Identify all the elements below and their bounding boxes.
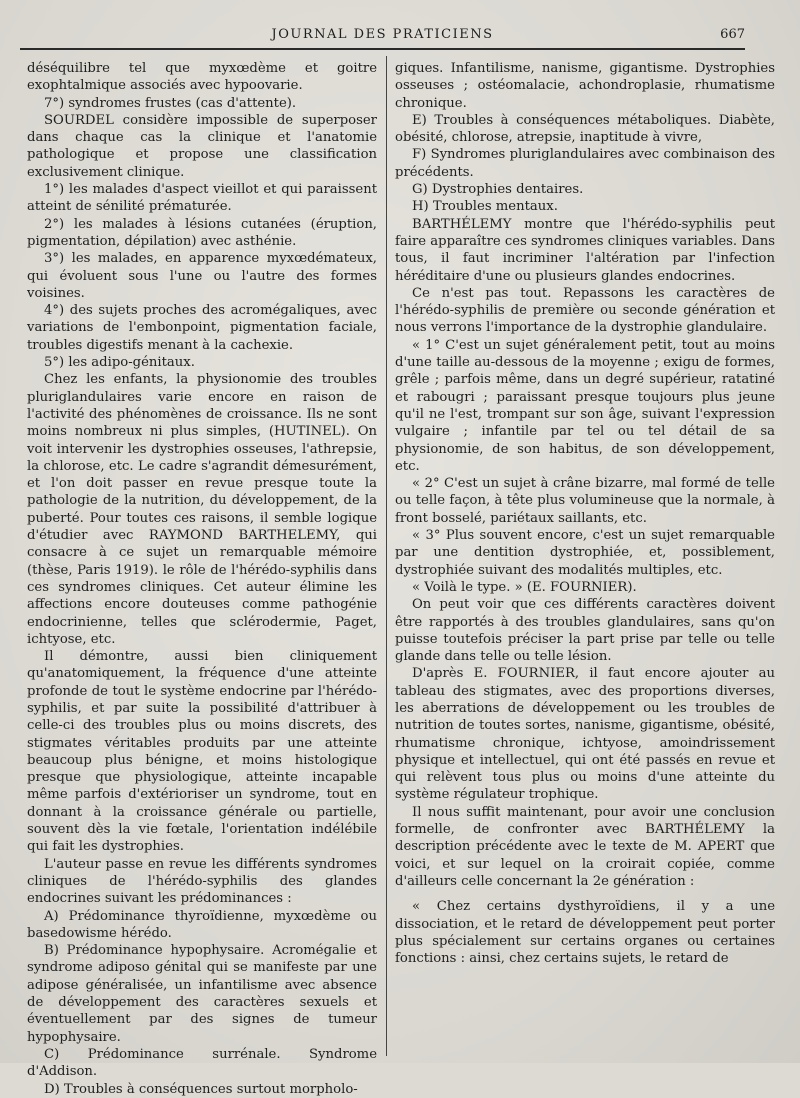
paragraph: F) Syndromes pluriglandulaires avec combinaison des précédents. [395, 147, 775, 180]
paragraph: BARTHÉLEMY montre que l'hérédo-syphilis peut faire apparaître ces syndromes cliniques variables. Dans tous, il faut incriminer l'altération par l'infection héréditaire d'une ou plusieurs glandes endocrines. [395, 216, 775, 284]
paragraph: 3°) les malades, en apparence myxœdémateux, qui évoluent sous l'une ou l'autre des formes voisines. [27, 251, 377, 301]
paragraph: « 1° C'est un sujet généralement petit, tout au moins d'une taille au-dessous de la moyenne ; exigu de formes, grêle ; parfois même, dans un degré supérieur, ratatiné et rabougri ; paraissant presque toujours plus jeune qu'il ne l'est, trompant sur son âge, suivant l'expression vulgaire ; infantile par tel ou tel détail de sa physionomie, de son habitus, de son développement, etc. [395, 337, 775, 474]
paragraph: 2°) les malades à lésions cutanées (éruption, pigmentation, dépilation) avec asthénie. [27, 216, 377, 249]
paragraph: 5°) les adipo-génitaux. [44, 355, 195, 371]
paragraph: « 2° C'est un sujet à crâne bizarre, mal formé de telle ou telle façon, à tête plus volumineuse que la normale, à front bosselé, pariétaux saillants, etc. [395, 476, 775, 526]
paragraph: Ce n'est pas tout. Repassons les caractères de l'hérédo-syphilis de première ou seconde génération et nous verrons l'importance de la dystrophie glandulaire. [395, 285, 775, 336]
paragraph: D'après E. FOURNIER, il faut encore ajouter au tableau des stigmates, avec des proportions diverses, les aberrations de développement ou les troubles de nutrition de toutes sortes, nanisme, gigantisme, obésité, rhumatisme chronique, ichtyose, amoindrissement physique et intellectuel, qui ont été passés en revue et qui relèvent tous plus ou moins d'une atteinte du système régulateur trophique. [395, 666, 775, 803]
page-number: 667 [720, 27, 745, 42]
paragraph: « Chez certains dysthyroïdiens, il y a une dissociation, et le retard de développement peut porter plus spécialement sur certains organes ou certaines fonctions : ainsi, chez certains sujets, le retard de [395, 899, 775, 967]
paragraph: L'auteur passe en revue les différents syndromes cliniques de l'hérédo-syphilis des glandes endocrines suivant les prédominances : [27, 856, 377, 907]
paragraph: giques. Infantilisme, nanisme, gigantisme. Dystrophies osseuses ; ostéomalacie, achondroplasie, rhumatisme chronique. [395, 61, 775, 111]
paragraph: D) Troubles à conséquences surtout morpholo- [44, 1081, 358, 1097]
paragraph: « Voilà le type. » (E. FOURNIER). [412, 579, 637, 595]
paragraph: G) Dystrophies dentaires. [412, 182, 584, 198]
paragraph: « 3° Plus souvent encore, c'est un sujet remarquable par une dentition dystrophiée, et, possiblement, dystrophiée suivant des modalités multiples, etc. [395, 528, 775, 578]
header-rule [20, 48, 745, 50]
left-column [27, 60, 377, 1098]
paragraph: 4°) des sujets proches des acromégaliques, avec variations de l'embonpoint, pigmentation faciale, troubles digestifs menant à la cachexie. [27, 303, 377, 353]
paragraph: C) Prédominance surrénale. Syndrome d'Addison. [27, 1046, 377, 1080]
paragraph: A) Prédominance thyroïdienne, myxœdème ou basedowisme hérédo. [27, 908, 377, 941]
paragraph: B) Prédominance hypophysaire. Acromégalie et syndrome adiposo génital qui se manifeste par une adipose généralisée, un infantilisme avec absence de développement des caractères sexuels et éventuellement par des signes de tumeur hypophysaire. [27, 943, 377, 1045]
paragraph: déséquilibre tel que myxœdème et goitre exophtalmique associés avec hypoovarie. [27, 61, 377, 94]
paragraph: SOURDEL considère impossible de superposer dans chaque cas la clinique et l'anatomie pathologique et propose une classification exclusivement clinique. [27, 112, 377, 180]
paragraph: 1°) les malades d'aspect vieillot et qui paraissent atteint de sénilité prématurée. [27, 182, 377, 215]
paragraph: On peut voir que ces différents caractères doivent être rapportés à des troubles glandulaires, sans qu'on puisse toutefois préciser la part prise par telle ou telle glande dans telle ou telle lésion. [395, 597, 775, 665]
paragraph: Il démontre, aussi bien cliniquement qu'anatomiquement, la fréquence d'une atteinte profonde de tout le système endocrine par l'hérédo-syphilis, et par suite la possibilité d'attribuer à celle-ci des troubles plus ou moins discrets, des stigmates véritables produits par une atteinte beaucoup plus bénigne, et moins histologique presque que physiologique, atteinte incapable même parfois d'extérioriser un syndrome, tout en donnant à la croissance générale ou partielle, souvent dès la vie fœtale, l'orientation indélébile qui fait les dystrophies. [27, 649, 377, 855]
paragraph: Il nous suffit maintenant, pour avoir une conclusion formelle, de confronter avec BARTHÉLEMY la description précédente avec le texte de M. APERT que voici, et sur lequel on la croirait copiée, comme d'ailleurs celle concernant la 2e génération : [395, 804, 775, 889]
page-header [20, 26, 745, 48]
paragraph: E) Troubles à conséquences métaboliques. Diabète, obésité, chlorose, atrepsie, inaptitude à vivre, [395, 112, 775, 146]
right-column [395, 60, 775, 967]
paragraph: 7°) syndromes frustes (cas d'attente). [44, 95, 297, 111]
paragraph: Chez les enfants, la physionomie des troubles pluriglandulaires varie encore en raison de l'activité des phénomènes de croissance. Ils ne sont moins nombreux ni plus simples, (HUTINEL). On voit intervenir les dystrophies osseuses, l'athrepsie, la chlorose, etc. Le cadre s'agrandit démesurément, et l'on doit passer en revue presque toute la pathologie de la nutrition, du développement, de la puberté. Pour toutes ces raisons, il semble logique d'étudier avec RAYMOND BARTHELEMY, qui consacre à ce sujet un remarquable mémoire (thèse, Paris 1919). le rôle de l'hérédo-syphilis dans ces syndromes cliniques. Cet auteur élimine les affections encore douteuses comme pathogénie endocrinienne, telles que sclérodermie, Paget, ichtyose, etc. [27, 372, 377, 647]
running-title: JOURNAL DES PRATICIENS [271, 27, 494, 42]
paragraph: H) Troubles mentaux. [412, 199, 558, 215]
column-divider [386, 56, 387, 1056]
